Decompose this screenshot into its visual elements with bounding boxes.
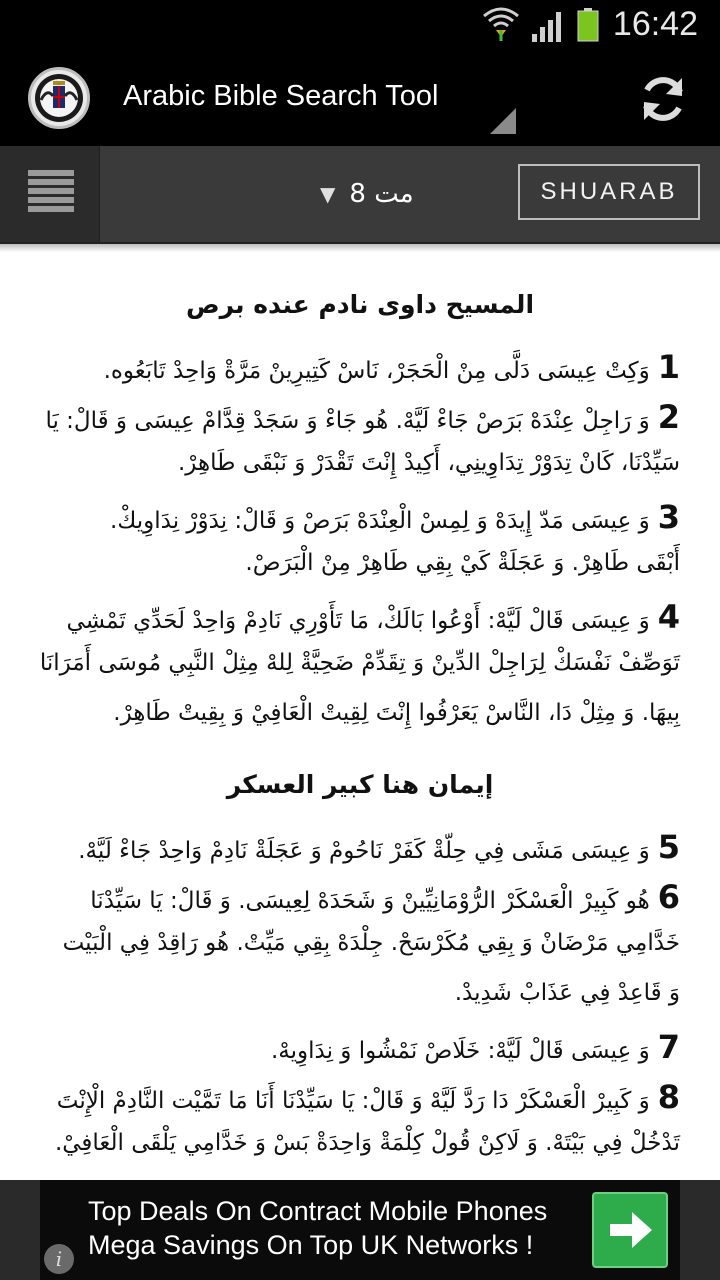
version-button[interactable]: SHUARAB (518, 164, 700, 220)
verse-number: 1 (657, 348, 680, 386)
ad-arrow-button[interactable] (592, 1192, 668, 1268)
chevron-down-icon: ▼ (320, 182, 336, 206)
verse-text: هُو كَبِيرْ الْعَسْكَرْ الرُّوْمَانِيِّينْ وَ شَحَدَهْ لِعِيسَى. وَ قَالْ: يَا سَيِّدْنَا (90, 888, 650, 914)
verse-line (40, 650, 680, 676)
arrow-right-icon (594, 1194, 666, 1266)
status-clock: 16:42 (612, 5, 698, 43)
scripture-content[interactable] (0, 252, 720, 1180)
verse-text: وَكِتْ عِيسَى دَلَّى مِنْ الْحَجَرْ، نَاسْ كَتِيرِينْ مَرَّةْ وَاحِدْ تَابَعُوه. (103, 358, 650, 384)
verse-line (271, 1028, 680, 1066)
verse-line (55, 1130, 680, 1156)
verse-text: تَوَصِّفْ نَفْسَكْ لِرَاجِلْ الدِّينْ وَ تِقَدِّمْ ضَحِيَّةْ لِلهْ مِثِلْ النَّبِي مُوسَى أَمَرَانَا (39, 650, 680, 676)
verse-number: 5 (657, 828, 680, 866)
spinner-indicator-icon[interactable] (490, 108, 516, 134)
verse-number: 4 (657, 598, 680, 636)
verse-number: 3 (657, 498, 680, 536)
action-bar (0, 50, 720, 146)
verse-text: وَ رَاجِلْ عِنْدَهْ بَرَصْ جَاءْ لَيَّهْ. هُو جَاءْ وَ سَجَدْ قِدَّامْ عِيسَى وَ قَالْ: يَا (45, 408, 650, 434)
toolbar-shadow (0, 244, 720, 252)
verse-line (90, 878, 680, 916)
verse-line (110, 498, 680, 536)
verse-line (113, 700, 680, 726)
status-bar (0, 0, 720, 50)
verse-line (45, 398, 680, 436)
verse-text: تَدْخُلْ فِي بَيْتَهْ. وَ لَاكِنْ قُولْ كِلْمَةْ وَاحِدَةْ بَسْ وَ خَدَّامِي يَلْقَى الْعَافِيْ. (54, 1130, 680, 1156)
verse-text: وَ كَبِيرْ الْعَسْكَرْ دَا رَدَّ لَيَّهْ وَ قَالْ: يَا سَيِّدْنَا أَنَا مَا تَمَّيْت النَّادِمْ الْإِنْتَ (56, 1088, 650, 1114)
app-title: Arabic Bible Search Tool (123, 80, 439, 112)
verse-text: بِيهَا. وَ مِثِلْ دَا، النَّاسْ يَعَرْفُوا إِنْتَ لِقِيتْ الْعَافِيْ وَ بِقِيتْ طَاهِرْ. (113, 700, 680, 726)
ad-content[interactable] (40, 1180, 680, 1280)
verse-line (66, 598, 680, 636)
section-heading: المسيح داوى نادم عنده برص (185, 290, 535, 319)
app-logo-icon[interactable] (28, 67, 90, 129)
signal-icon (530, 10, 566, 42)
battery-icon (577, 8, 599, 42)
verse-text: سَيِّدْنَا، كَانْ تِدَوْرْ تِدَاوِينِي، أَكِيدْ إِنْتَ تَقْدَرْ وَ نَبْقَى طَاهِرْ. (177, 450, 680, 476)
verse-line (78, 828, 680, 866)
verse-number: 8 (657, 1078, 680, 1116)
ad-banner[interactable] (0, 1180, 720, 1280)
verse-text: وَ عِيسَى مَشَى فِي حِلّةْ كَفَرْ نَاحُومْ وَ عَجَلَةْ نَادِمْ وَاحِدْ جَاءْ لَيَّهْ. (78, 838, 650, 864)
section-heading: إيمان هنا كبير العسكر (226, 770, 494, 799)
verse-number: 7 (657, 1028, 680, 1066)
ad-subline: Mega Savings On Top UK Networks ! (88, 1230, 534, 1260)
verse-text: وَ عِيسَى مَدّ إِيدَهْ وَ لِمِسْ الْعِنْدَهْ بَرَصْ وَ قَالْ: نِدَوْرْ نِدَاوِيكْ. (110, 508, 650, 534)
verse-line (455, 980, 680, 1006)
verse-text: وَ عِيسَى قَالْ لَيَّهْ: أَوْعُوا بَالَكْ، مَا تَأَوْرِي نَادِمْ وَاحِدْ لَحَدِّي تَمْشِي (66, 608, 650, 634)
menu-icon (28, 170, 74, 212)
toolbar (0, 146, 720, 244)
chapter-label: مت 8 (349, 179, 414, 209)
verse-text: أَبْقَى طَاهِرْ. وَ عَجَلَةْ كَيْ بِقِي طَاهِرْ مِنْ الْبَرَصْ. (245, 550, 680, 576)
refresh-icon[interactable] (636, 72, 690, 126)
verse-line (63, 930, 680, 956)
verse-text: وَ عِيسَى قَالْ لَيَّهْ: خَلَاصْ نَمْشُوا وَ نِدَاوِيهْ. (270, 1038, 650, 1064)
verse-line (104, 348, 680, 386)
verse-text: خَدَّامِي مَرْضَانْ وَ بِقِي مُكَرْسَحْ. جِلْدَهْ بِقِي مَيِّتْ. هُو رَاقِدْ فِي الْبَيْت (62, 930, 680, 956)
verse-line (178, 450, 680, 476)
verse-number: 6 (657, 878, 680, 916)
verse-text: وَ قَاعِدْ فِي عَذَابْ شَدِيدْ. (454, 980, 680, 1006)
verse-line (57, 1078, 680, 1116)
wifi-icon (482, 6, 520, 42)
ad-headline: Top Deals On Contract Mobile Phones (88, 1196, 548, 1226)
info-icon[interactable]: i (44, 1244, 74, 1274)
menu-button[interactable] (0, 146, 100, 242)
verse-line (245, 550, 680, 576)
chapter-selector[interactable] (320, 174, 414, 214)
verse-number: 2 (657, 398, 680, 436)
